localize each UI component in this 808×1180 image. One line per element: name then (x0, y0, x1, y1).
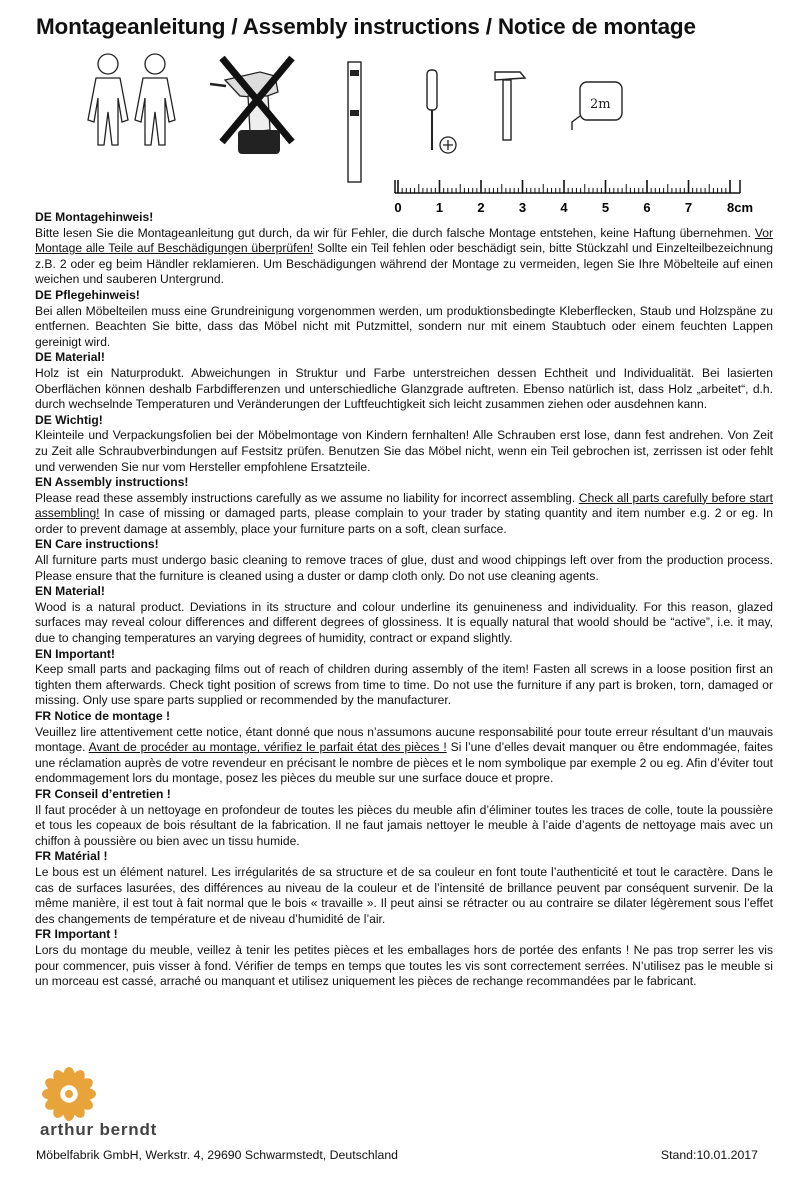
section (35, 927, 773, 989)
section-heading: EN Material! (35, 584, 105, 599)
section-heading: DE Material! (35, 350, 105, 365)
section-body (35, 943, 773, 990)
tools-illustration (70, 50, 754, 215)
ruler-label: 7 (684, 200, 693, 215)
body-text: All furniture parts must undergo basic cleaning to remove traces of glue, dust and wood chippings left over from the production process. Please ensure that the furniture is cleaned using a duster or damp cloth only. Do not use cleaning agents. (35, 553, 773, 583)
body-text-after: Sollte ein Teil fehlen oder beschädigt sein, bitte Stückzahl und Einzelteilbezeichnung z.B. 2 oder eg beim Händler reklamieren. Um Beschädigungen während der Montage zu vermeiden, legen Sie Ihre Möbelteile auf einen weichen und sauberen Untergrund. (35, 241, 773, 287)
section (35, 413, 773, 475)
section-heading: FR Important ! (35, 927, 118, 942)
section-heading: DE Wichtig! (35, 412, 103, 427)
body-text-after: In case of missing or damaged parts, please complain to your trader by stating quantity and item number e.g. 2 or eg. In order to prevent damage at assembly, place your furniture parts on a soft, clean surface. (35, 506, 773, 536)
footer-date: Stand:10.01.2017 (660, 1148, 758, 1162)
body-text-after: Si l’une d’elles devait manquer ou être endommagée, faites une réclamation auprès de votre revendeur en précisant le nombre de pièces et le nom symbolique par exemple 2 ou eg. Afin d’éviter tout endommagement lors du montage, posez les pièces du meuble sur une surface douce et propre. (35, 740, 773, 786)
tape-label: 2m (590, 97, 611, 112)
flower-icon (42, 1067, 96, 1121)
body-text: Wood is a natural product. Deviations in its structure and colour underline its genuineness and individuality. For this reason, glazed surfaces may reveal colour differences and different degrees of glossiness. It is equally natural that woold should be “active”, i.e. it may, due to changing temperatures an varying degrees of humidity, contract or expand slightly. (35, 599, 773, 646)
spirit-level-icon (348, 62, 361, 182)
section (35, 288, 773, 350)
section-body (35, 553, 773, 584)
section (35, 537, 773, 584)
page-title: Montageanleitung / Assembly instructions / Notice de montage (36, 14, 696, 39)
ruler-label: 0 (394, 200, 402, 215)
body-underline: Check all parts carefully before start assembling! (35, 490, 773, 521)
body-text: Veuillez lire attentivement cette notice, étant donné que nous n’assumons aucune responsabilité pour toute erreur résultant d’un mauvais montage. (35, 724, 773, 755)
ruler-label: 4 (560, 200, 568, 215)
body-underline: Avant de procéder au montage, vérifiez le parfait état des pièces ! (88, 740, 447, 755)
section-heading: FR Conseil d’entretien ! (35, 786, 171, 801)
section (35, 210, 773, 288)
ruler-label: 5 (601, 200, 610, 215)
ruler-label: 6 (643, 200, 651, 215)
section (35, 647, 773, 709)
section-heading: FR Notice de montage ! (35, 709, 171, 723)
body-text: Il faut procéder à un nettoyage en profondeur de toutes les pièces du meuble afin d’éliminer toutes les traces de colle, toute la poussière et tous les copeaux de bois résultant de la fabrication. Il ne faut jamais nettoyer le meuble à l’aide d’agents de nettoyage mais avec un chiffon à poussière ou bien avec un tissu humide. (35, 802, 773, 848)
section-body (35, 366, 773, 413)
footer-address: Möbelfabrik GmbH, Werkstr. 4, 29690 Schwarmstedt, Deutschland (36, 1148, 399, 1162)
body-underline: Vor Montage alle Teile auf Beschädigungen überprüfen! (35, 225, 773, 256)
section (35, 350, 773, 412)
body-text: Kleinteile und Verpackungsfolien bei der Möbelmontage von Kindern fernhalten! Alle Schrauben erst lose, dann fest andrehen. Von Zeit zu Zeit alle Schraubverbindungen auf Festsitz prüfen. Benutzen Sie das Möbel nicht, wenn ein Teil gebrochen ist, zerrissen ist oder fehlt und verwenden Sie nur vom Hersteller empfohlene Ersatzteile. (35, 428, 773, 474)
section-body (35, 226, 773, 288)
section-body (35, 865, 773, 927)
body-text: Please read these assembly instructions carefully as we assume no liability for incorrect assembling. (35, 490, 579, 505)
body-text: Keep small parts and packaging films out of reach of children during assembly of the item! Fasten all screws in a loose position first an tighten them afterwards. Check tight position of screws from time to time. Do not use the furniture if any part is broken, torn, damaged or missing. Only use spare parts supplied or recommended by the manufacturer. (35, 662, 773, 708)
instructions-content (35, 210, 773, 990)
section (35, 787, 773, 849)
ruler-label: 1 (435, 200, 444, 215)
body-text: Le bous est un élément naturel. Les irrégularités de sa structure et de sa couleur en font toute l’authenticité et tout le caractère. Dans le cas de surfaces lasurées, des différences au niveau de la couleur et de l’intensité de brillance peuvent par conséquent survenir. De la même manière, il est tout à fait normal que le bois « travaille ». Il peut ainsi se rétracter ou au contraire se dilater légèrement sous l’effet des changements de température et de niveau d’humidité de l’air. (35, 864, 773, 926)
section-body (35, 428, 773, 475)
body-text: Lors du montage du meuble, veillez à tenir les petites pièces et les emballages hors de portée des enfants ! Ne pas trop serrer les vis pour commencer, puis visser à fond. Vérifier de temps en temps que toutes les vis sont correctement serrées. N’utilisez pas le meuble si un morceau est cassé, arraché ou manquant et utilisez uniquement les pièces de rechange recommandées par le fabricant. (35, 942, 773, 989)
no-power-drill-icon (210, 58, 292, 154)
section-body (35, 304, 773, 351)
section-body (35, 491, 773, 538)
section (35, 584, 773, 646)
body-text: Holz ist ein Naturprodukt. Abweichungen in Struktur und Farbe unterstreichen dessen Echtheit und Individualität. Bei lasierten Oberflächen können deshalb Farbdifferenzen und unterschiedliche Glanzgrade auftreten. Ebenso natürlich ist, dass Holz „arbeitet“, d.h. durch wechselnde Temperaturen und Veränderungen der Luftfeuchtigkeit sich leicht zusammen ziehen oder ausdehnen kann. (35, 365, 773, 412)
section-heading: EN Care instructions! (35, 537, 159, 552)
section-body (35, 600, 773, 647)
section-body (35, 803, 773, 850)
body-text: Bei allen Möbelteilen muss eine Grundreinigung vorgenommen werden, um produktionsbedingte Kleberflecken, Staub und Holzspäne zu entfernen. Beachten Sie bitte, dass das Möbel nicht mit Putzmittel, sondern nur mit einem Staubtuch oder einem feuchten Lappen gereinigt wird. (35, 303, 773, 349)
section-heading: FR Matérial ! (35, 849, 108, 864)
section-body (35, 725, 773, 787)
body-text: Bitte lesen Sie die Montageanleitung gut durch, da wir für Fehler, die durch falsche Montage entstehen, keine Haftung übernehmen. (35, 225, 755, 240)
ruler-label: 8cm (726, 200, 754, 215)
ruler-label: 2 (477, 200, 485, 215)
logo-text: arthur berndt (40, 1120, 158, 1139)
section (35, 709, 773, 787)
section-heading: DE Pflegehinweis! (35, 287, 140, 302)
two-persons-icon (88, 54, 175, 145)
hammer-icon (495, 72, 525, 140)
section-heading: EN Assembly instructions! (35, 475, 189, 490)
section-body (35, 662, 773, 709)
tape-measure-icon (572, 82, 622, 130)
section-heading: DE Montagehinweis! (35, 210, 154, 224)
ruler-label: 3 (518, 200, 527, 215)
section-heading: EN Important! (35, 646, 115, 661)
section (35, 475, 773, 537)
section (35, 849, 773, 927)
screwdriver-icon (427, 70, 456, 153)
